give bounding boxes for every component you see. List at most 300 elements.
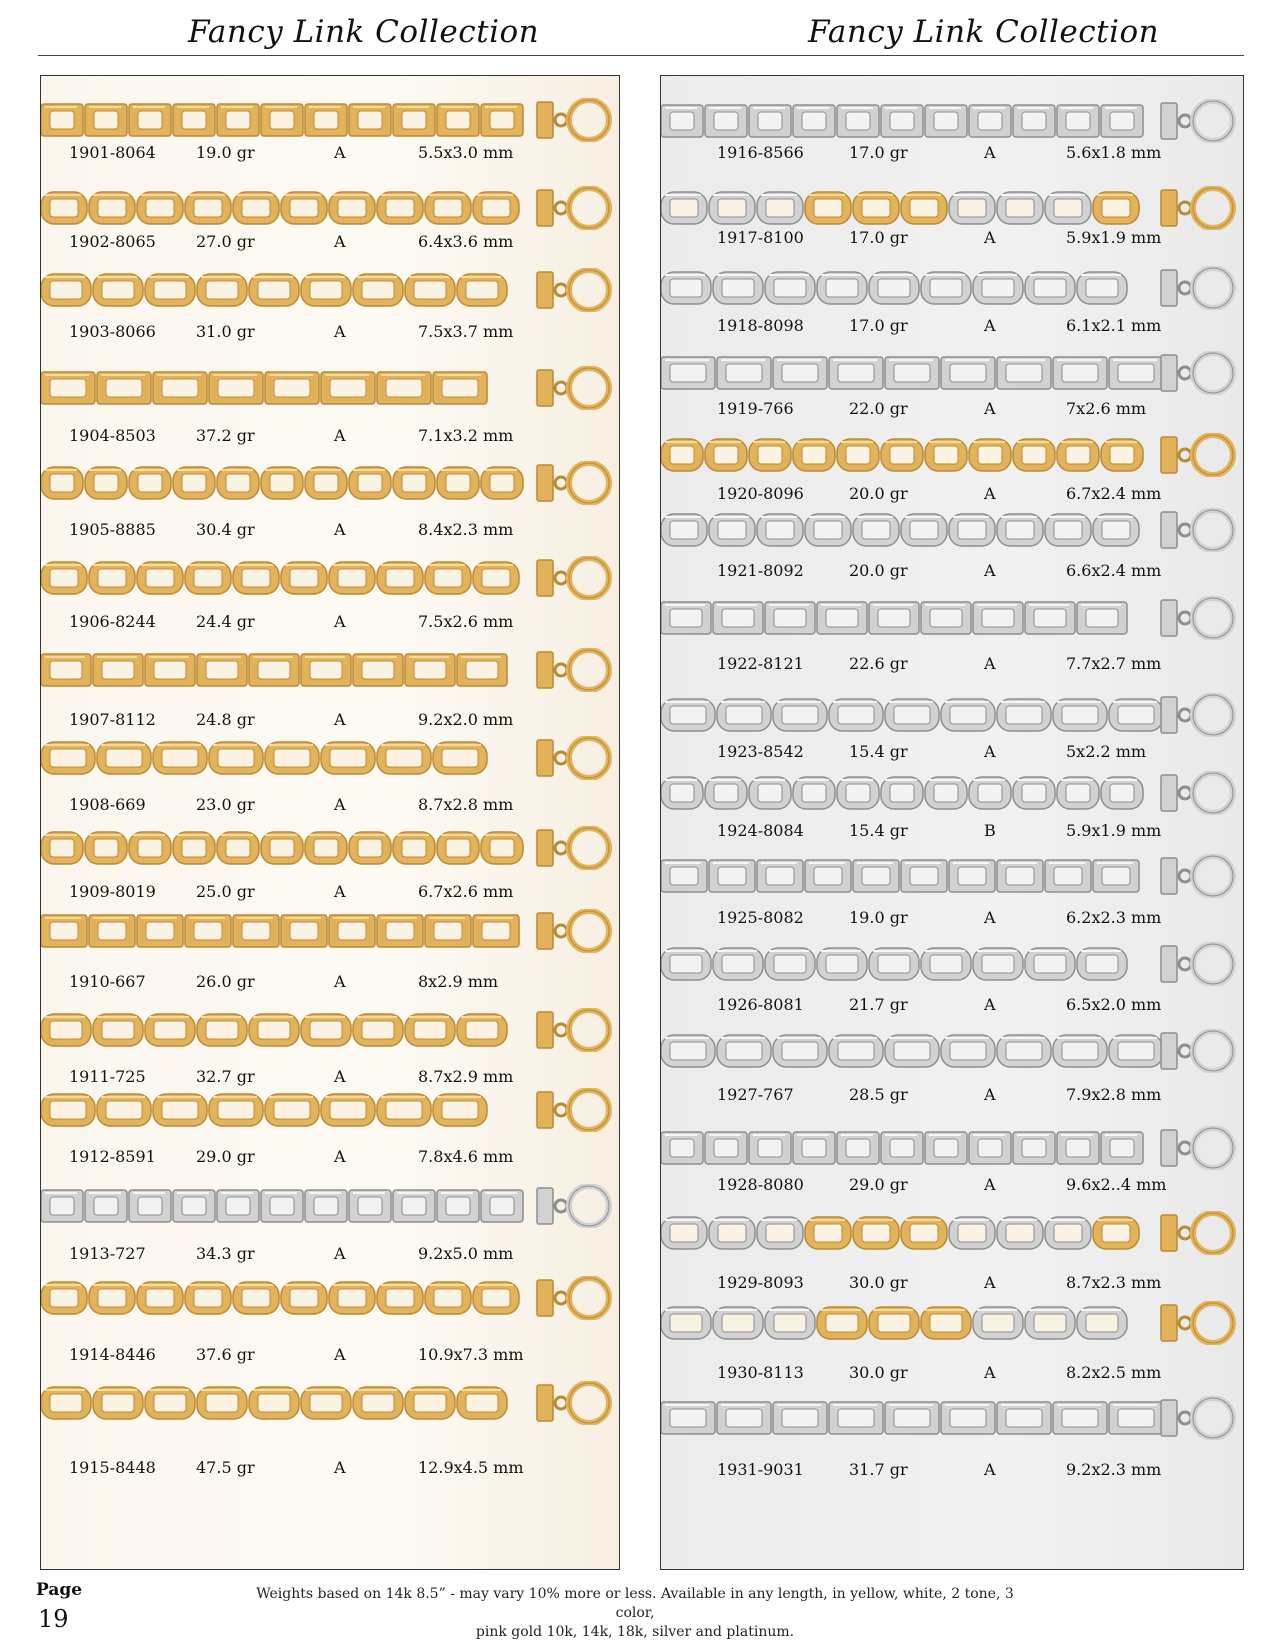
clasp-ring bbox=[555, 1104, 567, 1116]
product-grade: A bbox=[984, 654, 996, 673]
chain-link-opening bbox=[722, 279, 754, 297]
chain-image bbox=[41, 1276, 613, 1320]
chain-link-opening bbox=[958, 867, 986, 885]
product-size: 6.6x2.4 mm bbox=[1066, 561, 1162, 580]
product-size: 6.2x2.3 mm bbox=[1066, 908, 1162, 927]
chain-link-opening bbox=[670, 112, 694, 130]
lobster-clasp-outline bbox=[569, 463, 609, 503]
product-size: 8.2x2.5 mm bbox=[1066, 1363, 1162, 1382]
chain-link-opening bbox=[182, 474, 206, 492]
chain-link-opening bbox=[774, 279, 806, 297]
chain-link-opening bbox=[94, 111, 118, 129]
chain-end-cap bbox=[537, 1188, 553, 1224]
chain-end-cap bbox=[1161, 355, 1177, 391]
chain-end-cap bbox=[1161, 1033, 1177, 1069]
chain-link-opening bbox=[978, 112, 1002, 130]
product-weight: 27.0 gr bbox=[196, 232, 255, 251]
chain-link-opening bbox=[242, 569, 270, 587]
product-size: 8.7x2.3 mm bbox=[1066, 1273, 1162, 1292]
chain-link-opening bbox=[386, 379, 422, 397]
chain-end-cap bbox=[537, 913, 553, 949]
chain-link-opening bbox=[226, 1197, 250, 1215]
product-spec-row bbox=[41, 612, 619, 632]
chain-link-opening bbox=[182, 1197, 206, 1215]
chain-link-opening bbox=[774, 609, 806, 627]
chain-link-opening bbox=[722, 1314, 754, 1332]
chain-link-opening bbox=[670, 784, 694, 802]
chain-link-opening bbox=[386, 922, 414, 940]
chain-link-opening bbox=[958, 521, 986, 539]
chain-image bbox=[41, 1381, 613, 1425]
chain-link-opening bbox=[950, 706, 986, 724]
chain-end-cap bbox=[1161, 1215, 1177, 1251]
chain-link-opening bbox=[290, 1289, 318, 1307]
chain-link-opening bbox=[670, 1409, 706, 1427]
chain-link-opening bbox=[310, 281, 342, 299]
chain-link-opening bbox=[766, 1224, 794, 1242]
chain-image bbox=[661, 508, 1237, 552]
chain-image bbox=[41, 556, 613, 600]
chain-link-opening bbox=[482, 922, 510, 940]
clasp-ring bbox=[1179, 709, 1191, 721]
chain-link-opening bbox=[838, 1409, 874, 1427]
chain-link-opening bbox=[670, 1314, 702, 1332]
chain-link-opening bbox=[950, 1409, 986, 1427]
chain-link-opening bbox=[1062, 1042, 1098, 1060]
product-weight: 31.0 gr bbox=[196, 322, 255, 341]
chain-link-opening bbox=[838, 706, 874, 724]
product-grade: A bbox=[984, 228, 996, 247]
chain-link-opening bbox=[1054, 521, 1082, 539]
product-size: 8.7x2.9 mm bbox=[418, 1067, 514, 1086]
chain-link-opening bbox=[670, 279, 702, 297]
lobster-clasp-outline bbox=[1193, 435, 1233, 475]
availability-note bbox=[250, 1585, 1020, 1642]
chain-end-cap bbox=[1161, 190, 1177, 226]
chain-link-opening bbox=[1006, 1409, 1042, 1427]
product-grade: A bbox=[334, 1244, 346, 1263]
chain-link-opening bbox=[446, 1197, 470, 1215]
chain-link-opening bbox=[878, 955, 910, 973]
chain-link-opening bbox=[490, 474, 514, 492]
clasp-ring bbox=[1179, 1412, 1191, 1424]
product-spec-row bbox=[661, 1175, 1243, 1195]
chain-link-opening bbox=[1062, 706, 1098, 724]
product-weight: 24.8 gr bbox=[196, 710, 255, 729]
chain-link-opening bbox=[1034, 279, 1066, 297]
chain-link-opening bbox=[1086, 609, 1118, 627]
chain-link-opening bbox=[1066, 1139, 1090, 1157]
chain-link-opening bbox=[978, 1139, 1002, 1157]
product-code: 1906-8244 bbox=[69, 612, 156, 631]
chain-end-cap bbox=[537, 272, 553, 308]
product-size: 8x2.9 mm bbox=[418, 972, 499, 991]
product-code: 1920-8096 bbox=[717, 484, 804, 503]
chain-end-cap bbox=[537, 465, 553, 501]
chain-link-opening bbox=[102, 281, 134, 299]
chain-link-opening bbox=[226, 474, 250, 492]
chain-link-opening bbox=[490, 1197, 514, 1215]
product-weight: 30.0 gr bbox=[849, 1273, 908, 1292]
clasp-ring bbox=[555, 1397, 567, 1409]
product-code: 1924-8084 bbox=[717, 821, 804, 840]
product-code: 1908-669 bbox=[69, 795, 146, 814]
product-size: 9.6x2..4 mm bbox=[1066, 1175, 1167, 1194]
chain-link-opening bbox=[862, 867, 890, 885]
product-size: 6.7x2.6 mm bbox=[418, 882, 514, 901]
chain-end-cap bbox=[1161, 1130, 1177, 1166]
chain-link-opening bbox=[146, 1289, 174, 1307]
product-weight: 28.5 gr bbox=[849, 1085, 908, 1104]
chain-link-opening bbox=[950, 364, 986, 382]
lobster-clasp-outline bbox=[1193, 268, 1233, 308]
product-size: 9.2x2.0 mm bbox=[418, 710, 514, 729]
product-code: 1902-8065 bbox=[69, 232, 156, 251]
chain-link-opening bbox=[862, 1224, 890, 1242]
clasp-ring bbox=[1179, 1227, 1191, 1239]
chain-link-opening bbox=[258, 281, 290, 299]
product-spec-row bbox=[41, 1345, 619, 1365]
chain-link-opening bbox=[446, 839, 470, 857]
chain-link-opening bbox=[442, 749, 478, 767]
chain-link-opening bbox=[1118, 706, 1154, 724]
product-weight: 20.0 gr bbox=[849, 561, 908, 580]
product-grade: A bbox=[334, 1458, 346, 1477]
chain-link-opening bbox=[206, 1394, 238, 1412]
lobster-clasp-outline bbox=[1193, 1213, 1233, 1253]
chain-link-opening bbox=[482, 199, 510, 217]
chain-image bbox=[41, 268, 613, 312]
product-code: 1901-8064 bbox=[69, 143, 156, 162]
chain-link-opening bbox=[330, 379, 366, 397]
chain-link-opening bbox=[1086, 279, 1118, 297]
chain-image bbox=[41, 1008, 613, 1052]
product-spec-row bbox=[41, 520, 619, 540]
chain-image bbox=[661, 351, 1237, 395]
chain-image bbox=[661, 433, 1237, 477]
chain-link-opening bbox=[782, 364, 818, 382]
chain-link-opening bbox=[1118, 364, 1154, 382]
right-page-title: Fancy Link Collection bbox=[808, 14, 1160, 50]
chain-link-opening bbox=[982, 955, 1014, 973]
chain-link-opening bbox=[1034, 1314, 1066, 1332]
chain-link-opening bbox=[726, 1042, 762, 1060]
left-page-title: Fancy Link Collection bbox=[188, 14, 540, 50]
chain-link-opening bbox=[50, 379, 86, 397]
product-spec-row bbox=[41, 1458, 619, 1478]
chain-link-opening bbox=[826, 279, 858, 297]
chain-link-opening bbox=[314, 839, 338, 857]
chain-link-opening bbox=[726, 1409, 762, 1427]
chain-link-opening bbox=[338, 922, 366, 940]
product-size: 12.9x4.5 mm bbox=[418, 1458, 524, 1477]
product-spec-row bbox=[41, 1147, 619, 1167]
chain-link-opening bbox=[386, 1289, 414, 1307]
chain-link-opening bbox=[774, 955, 806, 973]
chain-link-opening bbox=[314, 1197, 338, 1215]
product-weight: 34.3 gr bbox=[196, 1244, 255, 1263]
chain-link-opening bbox=[314, 111, 338, 129]
chain-link-opening bbox=[1102, 521, 1130, 539]
chain-end-cap bbox=[1161, 946, 1177, 982]
chain-link-opening bbox=[386, 1101, 422, 1119]
chain-link-opening bbox=[670, 867, 698, 885]
chain-link-opening bbox=[362, 1394, 394, 1412]
product-grade: A bbox=[334, 612, 346, 631]
chain-link-opening bbox=[1066, 112, 1090, 130]
chain-link-opening bbox=[670, 1224, 698, 1242]
chain-image bbox=[661, 1211, 1237, 1255]
chain-link-opening bbox=[722, 609, 754, 627]
chain-link-opening bbox=[482, 569, 510, 587]
product-weight: 19.0 gr bbox=[849, 908, 908, 927]
chain-link-opening bbox=[50, 1197, 74, 1215]
chain-link-opening bbox=[1054, 1224, 1082, 1242]
chain-link-opening bbox=[1102, 1224, 1130, 1242]
chain-link-opening bbox=[358, 839, 382, 857]
chain-link-opening bbox=[446, 111, 470, 129]
chain-link-opening bbox=[50, 1021, 82, 1039]
product-code: 1923-8542 bbox=[717, 742, 804, 761]
product-code: 1918-8098 bbox=[717, 316, 804, 335]
product-spec-row bbox=[41, 882, 619, 902]
chain-link-opening bbox=[162, 749, 198, 767]
chain-end-cap bbox=[537, 1012, 553, 1048]
lobster-clasp-outline bbox=[569, 100, 609, 140]
product-size: 6.5x2.0 mm bbox=[1066, 995, 1162, 1014]
clasp-ring bbox=[555, 477, 567, 489]
product-code: 1910-667 bbox=[69, 972, 146, 991]
product-grade: A bbox=[984, 995, 996, 1014]
clasp-ring bbox=[1179, 612, 1191, 624]
chain-link-opening bbox=[910, 521, 938, 539]
lobster-clasp-outline bbox=[1193, 598, 1233, 638]
product-code: 1919-766 bbox=[717, 399, 794, 418]
product-spec-row bbox=[41, 143, 619, 163]
clasp-ring bbox=[555, 284, 567, 296]
product-size: 5.9x1.9 mm bbox=[1066, 821, 1162, 840]
chain-link-opening bbox=[154, 1021, 186, 1039]
chain-link-opening bbox=[934, 446, 958, 464]
product-spec-row bbox=[41, 232, 619, 252]
product-grade: A bbox=[984, 742, 996, 761]
chain-link-opening bbox=[714, 784, 738, 802]
chain-link-opening bbox=[50, 1289, 78, 1307]
chain-link-opening bbox=[1102, 867, 1130, 885]
chain-link-opening bbox=[362, 661, 394, 679]
lobster-clasp-outline bbox=[1193, 1128, 1233, 1168]
product-spec-row bbox=[661, 561, 1243, 581]
product-weight: 22.0 gr bbox=[849, 399, 908, 418]
chain-link-opening bbox=[726, 706, 762, 724]
chain-link-opening bbox=[1110, 784, 1134, 802]
chain-image bbox=[41, 1184, 613, 1228]
chain-end-cap bbox=[1161, 1305, 1177, 1341]
product-weight: 22.6 gr bbox=[849, 654, 908, 673]
chain-link-opening bbox=[386, 199, 414, 217]
product-size: 8.4x2.3 mm bbox=[418, 520, 514, 539]
chain-link-opening bbox=[978, 446, 1002, 464]
lobster-clasp-outline bbox=[569, 911, 609, 951]
clasp-ring bbox=[1179, 1142, 1191, 1154]
right-catalog-panel bbox=[660, 75, 1244, 1570]
product-weight: 26.0 gr bbox=[196, 972, 255, 991]
chain-link-opening bbox=[98, 1289, 126, 1307]
product-spec-row bbox=[661, 484, 1243, 504]
lobster-clasp-outline bbox=[569, 650, 609, 690]
chain-image bbox=[41, 461, 613, 505]
chain-link-opening bbox=[270, 1197, 294, 1215]
product-grade: A bbox=[334, 795, 346, 814]
product-code: 1926-8081 bbox=[717, 995, 804, 1014]
chain-link-opening bbox=[930, 279, 962, 297]
chain-link-opening bbox=[814, 199, 842, 217]
product-spec-row bbox=[41, 710, 619, 730]
chain-end-cap bbox=[537, 1092, 553, 1128]
chain-link-opening bbox=[766, 521, 794, 539]
chain-link-opening bbox=[218, 1101, 254, 1119]
chain-link-opening bbox=[106, 749, 142, 767]
clasp-ring bbox=[555, 1200, 567, 1212]
product-size: 7.5x3.7 mm bbox=[418, 322, 514, 341]
clasp-ring bbox=[555, 114, 567, 126]
chain-link-opening bbox=[846, 446, 870, 464]
chain-link-opening bbox=[1006, 1042, 1042, 1060]
chain-end-cap bbox=[537, 1280, 553, 1316]
chain-link-opening bbox=[50, 749, 86, 767]
chain-image bbox=[41, 1088, 613, 1132]
chain-link-opening bbox=[726, 364, 762, 382]
chain-link-opening bbox=[1006, 521, 1034, 539]
chain-link-opening bbox=[402, 474, 426, 492]
chain-link-opening bbox=[894, 1042, 930, 1060]
product-size: 7.5x2.6 mm bbox=[418, 612, 514, 631]
chain-link-opening bbox=[194, 1289, 222, 1307]
chain-link-opening bbox=[894, 706, 930, 724]
chain-image bbox=[661, 1396, 1237, 1440]
product-weight: 15.4 gr bbox=[849, 821, 908, 840]
product-size: 7.9x2.8 mm bbox=[1066, 1085, 1162, 1104]
chain-link-opening bbox=[890, 784, 914, 802]
chain-link-opening bbox=[1006, 199, 1034, 217]
clasp-ring bbox=[1179, 202, 1191, 214]
chain-end-cap bbox=[537, 560, 553, 596]
chain-image bbox=[661, 1029, 1237, 1073]
chain-link-opening bbox=[758, 784, 782, 802]
product-weight: 37.2 gr bbox=[196, 426, 255, 445]
product-size: 7.1x3.2 mm bbox=[418, 426, 514, 445]
chain-end-cap bbox=[537, 190, 553, 226]
chain-link-opening bbox=[242, 1289, 270, 1307]
chain-link-opening bbox=[138, 474, 162, 492]
chain-link-opening bbox=[50, 661, 82, 679]
chain-link-opening bbox=[670, 446, 694, 464]
chain-end-cap bbox=[1161, 697, 1177, 733]
lobster-clasp-outline bbox=[569, 1090, 609, 1130]
chain-link-opening bbox=[670, 364, 706, 382]
chain-link-opening bbox=[154, 1394, 186, 1412]
product-grade: A bbox=[334, 1147, 346, 1166]
chain-link-opening bbox=[782, 1042, 818, 1060]
chain-link-opening bbox=[670, 1139, 694, 1157]
chain-link-opening bbox=[1022, 1139, 1046, 1157]
chain-link-opening bbox=[338, 1289, 366, 1307]
product-grade: A bbox=[334, 882, 346, 901]
lobster-clasp-outline bbox=[1193, 1031, 1233, 1071]
product-size: 10.9x7.3 mm bbox=[418, 1345, 524, 1364]
chain-link-opening bbox=[414, 1394, 446, 1412]
chain-link-opening bbox=[1022, 446, 1046, 464]
chain-link-opening bbox=[274, 379, 310, 397]
chain-link-opening bbox=[218, 749, 254, 767]
lobster-clasp-outline bbox=[1193, 695, 1233, 735]
chain-link-opening bbox=[194, 199, 222, 217]
chain-link-opening bbox=[846, 112, 870, 130]
lobster-clasp-outline bbox=[569, 738, 609, 778]
product-weight: 17.0 gr bbox=[849, 316, 908, 335]
chain-link-opening bbox=[274, 749, 310, 767]
chain-link-opening bbox=[434, 569, 462, 587]
product-spec-row bbox=[41, 1244, 619, 1264]
chain-link-opening bbox=[442, 379, 478, 397]
product-weight: 21.7 gr bbox=[849, 995, 908, 1014]
chain-link-opening bbox=[982, 279, 1014, 297]
chain-link-opening bbox=[242, 199, 270, 217]
lobster-clasp-outline bbox=[1193, 856, 1233, 896]
clasp-ring bbox=[1179, 449, 1191, 461]
clasp-ring bbox=[555, 752, 567, 764]
chain-end-cap bbox=[1161, 512, 1177, 548]
chain-link-opening bbox=[146, 569, 174, 587]
product-code: 1917-8100 bbox=[717, 228, 804, 247]
product-grade: A bbox=[984, 1460, 996, 1479]
product-size: 7.7x2.7 mm bbox=[1066, 654, 1162, 673]
chain-link-opening bbox=[358, 1197, 382, 1215]
product-size: 7x2.6 mm bbox=[1066, 399, 1147, 418]
product-code: 1903-8066 bbox=[69, 322, 156, 341]
product-grade: A bbox=[334, 1067, 346, 1086]
chain-link-opening bbox=[1110, 112, 1134, 130]
chain-link-opening bbox=[982, 1314, 1014, 1332]
product-size: 5.6x1.8 mm bbox=[1066, 143, 1162, 162]
product-spec-row bbox=[41, 322, 619, 342]
chain-link-opening bbox=[766, 199, 794, 217]
product-weight: 17.0 gr bbox=[849, 143, 908, 162]
chain-link-opening bbox=[1066, 446, 1090, 464]
product-grade: A bbox=[984, 484, 996, 503]
chain-image bbox=[41, 366, 613, 410]
chain-link-opening bbox=[102, 1021, 134, 1039]
product-code: 1925-8082 bbox=[717, 908, 804, 927]
chain-link-opening bbox=[138, 1197, 162, 1215]
chain-link-opening bbox=[934, 1139, 958, 1157]
product-spec-row bbox=[661, 1273, 1243, 1293]
chain-link-opening bbox=[1118, 1409, 1154, 1427]
chain-link-opening bbox=[358, 111, 382, 129]
chain-link-opening bbox=[358, 474, 382, 492]
lobster-clasp-outline bbox=[1193, 1398, 1233, 1438]
clasp-ring bbox=[555, 1292, 567, 1304]
chain-link-opening bbox=[1034, 955, 1066, 973]
product-weight: 31.7 gr bbox=[849, 1460, 908, 1479]
chain-link-opening bbox=[274, 1101, 310, 1119]
product-size: 5x2.2 mm bbox=[1066, 742, 1147, 761]
lobster-clasp-outline bbox=[569, 188, 609, 228]
chain-link-opening bbox=[862, 521, 890, 539]
product-weight: 24.4 gr bbox=[196, 612, 255, 631]
availability-note-line-1: Weights based on 14k 8.5” - may vary 10% more or less. Available in any length, in yellow, white, 2 tone, 3 color, bbox=[256, 1586, 1014, 1621]
chain-link-opening bbox=[1110, 446, 1134, 464]
